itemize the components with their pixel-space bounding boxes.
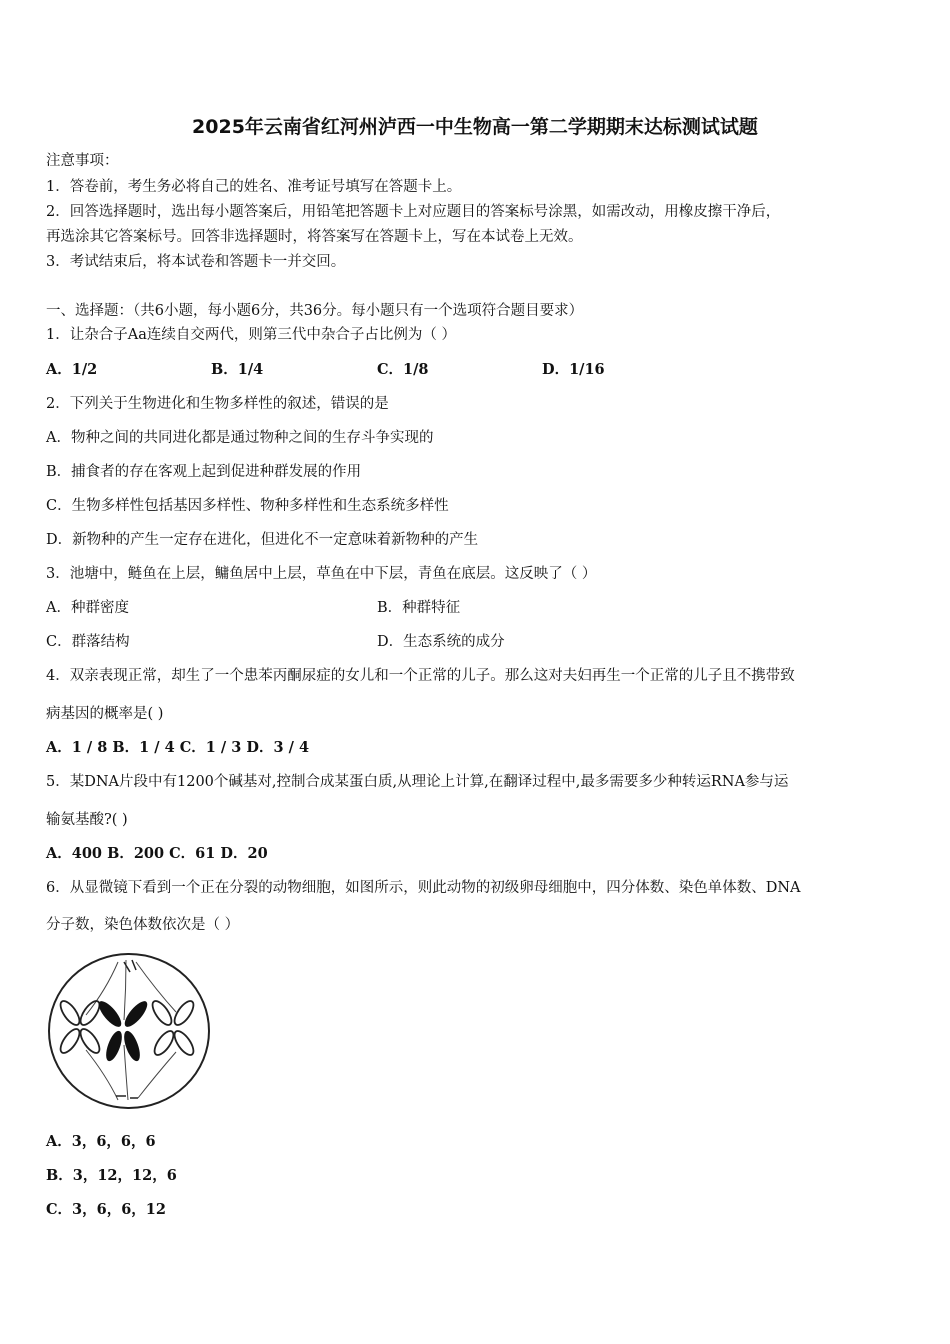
q2-option-b: B．捕食者的存在客观上起到促进种群发展的作用: [46, 464, 362, 480]
q3-option-a: A．种群密度: [46, 600, 129, 616]
chromosome-right: [149, 998, 197, 1058]
q6-option-c: C．3，6，6，12: [46, 1201, 166, 1218]
q3-option-c: C．群落结构: [46, 634, 130, 650]
q4-stem-line-1: 4．双亲表现正常，却生了一个患苯丙酮尿症的女儿和一个正常的儿子。那么这对夫妇再生一个正常的儿子且不携带致: [46, 668, 795, 684]
q1-option-a: A．1/2: [46, 361, 98, 378]
q2-option-d: D．新物种的产生一定存在进化，但进化不一定意味着新物种的产生: [46, 532, 479, 548]
q3-stem: 3．池塘中，鲢鱼在上层，鳙鱼居中上层，草鱼在中下层，青鱼在底层。这反映了（ ）: [46, 566, 597, 582]
notice-line-1: 1．答卷前，考生务必将自己的姓名、准考证号填写在答题卡上。: [46, 179, 462, 195]
q5-stem-line-2: 输氨基酸?( ): [46, 812, 128, 828]
q1-option-b: B．1/4: [211, 361, 264, 378]
q2-option-c: C．生物多样性包括基因多样性、物种多样性和生态系统多样性: [46, 498, 449, 514]
cell-diagram-svg: [46, 950, 216, 1112]
q1-option-c: C．1/8: [377, 361, 429, 378]
section-heading: 一、选择题：（共6小题，每小题6分，共36分。每小题只有一个选项符合题目要求）: [46, 303, 584, 319]
q1-stem: 1．让杂合子Aa连续自交两代，则第三代中杂合子占比例为（ ）: [46, 327, 456, 343]
q6-stem-line-1: 6．从显微镜下看到一个正在分裂的动物细胞，如图所示，则此动物的初级卵母细胞中，四分体数、染色单体数、DNA: [46, 880, 801, 896]
document-title: 2025年云南省红河州泸西一中生物高一第二学期期末达标测试试题: [192, 116, 758, 138]
q1-option-d: D．1/16: [542, 361, 605, 378]
notice-line-4: 3．考试结束后，将本试卷和答题卡一并交回。: [46, 254, 346, 270]
q3-option-d: D．生态系统的成分: [377, 634, 505, 650]
q6-stem-line-2: 分子数，染色体数依次是（ ）: [46, 917, 240, 933]
q2-option-a: A．物种之间的共同进化都是通过物种之间的生存斗争实现的: [46, 430, 434, 446]
q4-stem-line-2: 病基因的概率是( ): [46, 706, 164, 722]
notice-line-2: 2．回答选择题时，选出每小题答案后，用铅笔把答题卡上对应题目的答案标号涂黑，如需改动，用橡皮擦干净后，: [46, 204, 781, 220]
centrioles: [116, 960, 138, 1098]
cell-division-diagram: [46, 950, 216, 1112]
q5-options: A．400 B．200 C．61 D．20: [46, 845, 268, 862]
chromosome-left: [57, 998, 103, 1056]
q6-option-b: B．3，12，12，6: [46, 1167, 177, 1184]
q4-options: A．1 / 8 B．1 / 4 C．1 / 3 D．3 / 4: [46, 739, 310, 756]
q2-stem: 2．下列关于生物进化和生物多样性的叙述，错误的是: [46, 396, 389, 412]
q5-stem-line-1: 5．某DNA片段中有1200个碱基对,控制合成某蛋白质,从理论上计算,在翻译过程中,最多需要多少种转运RNA参与运: [46, 774, 789, 790]
q6-option-a: A．3，6，6，6: [46, 1133, 156, 1150]
spindle-fibers: [86, 960, 176, 1100]
chromosome-center: [95, 998, 151, 1063]
notice-line-3: 再选涂其它答案标号。回答非选择题时，将答案写在答题卡上，写在本试卷上无效。: [46, 229, 583, 245]
q3-option-b: B．种群特征: [377, 600, 461, 616]
notice-heading: 注意事项：: [46, 153, 119, 169]
